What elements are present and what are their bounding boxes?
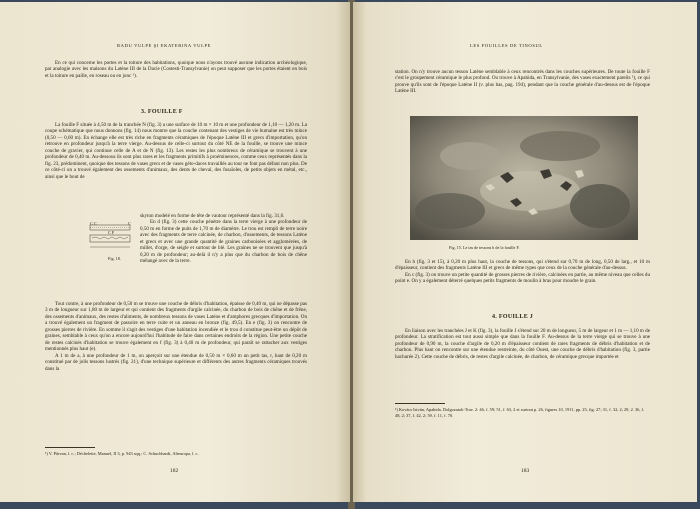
running-header-right: LES FOUILLES DE TINOSUL: [470, 43, 543, 48]
footnote-left: ¹) V. Pârvan, l. c.; Déchelette, Manuel, II 3, p. 943 sqq.; C. Schuchhardt, Alteuropa, l. c.: [45, 451, 199, 456]
footnote-rule: [45, 447, 95, 448]
photo-caption: Fig. 15. Le tas de tessons h de la fouille F.: [449, 245, 520, 250]
paragraph: En c (fig. 3) on trouve un petite quantité de grosses pierres de rivière, calcinées en partie, au même niveau que celles du point e. On y a également déterré quelques petits fragments de moulin à bras pour moudre le grain.: [395, 271, 650, 285]
left-page: [0, 2, 350, 502]
intro-text: En ce qui concerne les portes et la toiture des habitations, quoique nous n'ayons trouvé aucune indication archéologique, par analogie avec les maisons du Latène III de la Dacie (Costesti-Transylvanie) on peut supposer que les portes étaient en bois et la toiture en paille, en roseau ou en jonc ¹).: [45, 60, 307, 79]
figure-label-cf: C F: [108, 230, 115, 235]
section3-body-narrow: [140, 213, 307, 265]
paragraph: En d (fig. 3) cette couche pénètre dans la terre vierge à une profondeur de 0,50 m en forme de puits de 1,70 m de diamètre. Le trou est rempli de terre noire avec des fragments de terre calcinée, de charbon, d'ossements, de tessons Latène et grecs et avec une grande quantité de graines carbonisées et agglomérées, de millet, d'orge, de seigle et surtout de blé. Les graines ne se trouvent que jusqu'à 0,20 m de profondeur; au-delà il n'y a plus que du charbon de bois de chêne mélangé avec de la terre.: [140, 219, 307, 265]
section-heading-3: 3. FOUILLE F: [141, 109, 183, 115]
photograph-image: [410, 116, 638, 240]
running-header-left: RADU VULPE ŞI EKATERINA VULPE: [117, 43, 212, 48]
intro-paragraph-left: [45, 60, 307, 79]
photograph-pottery-heap: [410, 116, 638, 240]
right-page: [353, 2, 697, 502]
section4-body: [395, 328, 650, 360]
figure-label-cc: C C: [90, 221, 97, 226]
paragraph: En h (fig. 3 et 15), à 0,20 m plus haut, la couche de tessons, qui s'étend sur 0,70 m de long, 0,50 de larg., et 10 m d'épaisseur, contient des fragments Latène III et grecs de même types que ceux de la couche générale d'au-dessus.: [395, 259, 650, 272]
intro-paragraph-right: [395, 69, 650, 95]
page-number-left: 182: [170, 468, 179, 474]
figure-18-caption: Fig. 18.: [108, 256, 121, 261]
figure-18-section-diagram: [88, 221, 132, 261]
right-mid-body: [395, 259, 650, 285]
paragraph: En liaison avec les tranchées J et K (fig. 3), la fouille J s'étend sur 20 m de longueur, 5 m de largeur et 1 m — 1,10 m de profondeur. La stratification est tout aussi simple que dans la fouille F. Au-dessus de la terre vierge qui se trouve à une profondeur de 0,90 m, la couche d'argile de 0,20 m d'épaisseur contient de rares fragments de débris d'habitation et de charbon. Plus haut on rencontre sur une étendue restreinte, du côté Ouest, une couche de débris d'habitation (fig. 3, partie hachurée 2). Cette couche de débris, de restes d'argile calcinée, de charbon, de céramique grecque importée et: [395, 328, 650, 360]
paragraph: La fouille F située à 4,50 m de la tranchée N (fig. 3) a une surface de 10 m × 10 m et une profondeur de 1,10 — 1,20 m. La coupe schématique que nous donnons (fig. 14) nous montre que la couche contenant des vestiges de vie humaine est très mince (0,50 — 0,60 m). En échange elle est très riche en fragments céramiques de l'époque Latène III et grecs d'importation, qu'on retrouve en profondeur jusqu'à la terre vierge. Au-dessus de celle-ci surtout du côté NE de la fouille, se trouve une mince couche de gravier, qui continue celle de A et de N (fig. 13). Les restes les plus nombreux de céramique se trouvent à une profondeur de 0,40 m. Au-dessous ils sont plus rares et les fragments primitifs à proéminences, comme ceux représentés dans la fig. 23, prédominent, quoique des tessons de vases grecs et de vases géto-daces travaillés au tour ne font pas défaut non plus. De ce côté-ci on a trouvé également des ossements d'animaux, des dents de cheval, des fusaïoles, de petits objets en métal, etc., ainsi que le bout de: [45, 122, 307, 180]
paragraph: skyton modelé en forme de tête de vautour représenté dans la fig. 31,6.: [140, 213, 285, 219]
paragraph: A 1 m de a, à une profondeur de 1 m, on aperçoit sur une étendue de 0,50 m × 0,60 m un petit tas, r, haut de 0,20 m constitué par de jolis tessons lustrés (fig. 21), d'une technique supérieure et différents des autres fragments céramiques trouvés dans la: [45, 352, 307, 372]
footnote-rule: [395, 403, 445, 404]
section3-body-bottom: [45, 301, 307, 372]
paragraph: Tout contre, à une profondeur de 0,50 m se trouve une couche de débris d'habitation, épaisse de 0,40 m, qui ne dépasse pas 3 m de longueur sur 1,80 m de largeur et qui contient des fragments d'argile calcinée, du charbon de bois de chêne et de frêne, des ossements d'animaux, des restes d'aliments, de nombreux tessons de vases Latène et d'amphores grecques d'importation. On a trouvé également un fragment de passoire en terre cuite et un anneau en bronze (fig. 49,5). En e (fig. 3) on rencontre de grosses pierres de rivière. En somme il s'agit des vestiges d'une habitation incendiée et le trou d constitue peut-être un dépôt de graines, semblable à ceux qu'on a encore aujourd'hui l'habitude de faire dans certaines endroits de la région. Une petite couche de restes calcinés d'habitation se trouve également en f (fig. 3) à 0,40 m de profondeur, qui paraît se rattacher aux vestiges mentionnés plus haut (e).: [45, 301, 307, 353]
figure-label-c: C: [128, 221, 131, 226]
section-heading-4: 4. FOUILLE J: [492, 314, 534, 320]
intro-text: station. On n'y trouve aucun tesson Latène semblable à ceux rencontrés dans les couches supérieures. De toute la fouille F c'est le groupement céramique le plus profond. Ou trouve à Apahida, en Transylvanie, des vases exactement pareils ¹), ce qui prouve qu'ils sont de l'époque Latène II (v. plus bas, pag. 194), pendant que la couche générale d'au-dessus est de l'époque Latène III.: [395, 69, 650, 95]
page-number-right: 183: [521, 468, 530, 474]
footnote-right: ¹) Kovács István, Apahida. Dolgozatok-Trav. 2: 46, f. 59; 51, f. 63, 2 et surtout p. 26, figures 10, 1911, pp. 25, fig. 27; 31, f. 32, 2; 29, 2. 36, f. 48, 2; 37, f. 42, 2; 59, f. 11, f. 70.: [395, 407, 645, 418]
section3-body-top: [45, 122, 307, 180]
